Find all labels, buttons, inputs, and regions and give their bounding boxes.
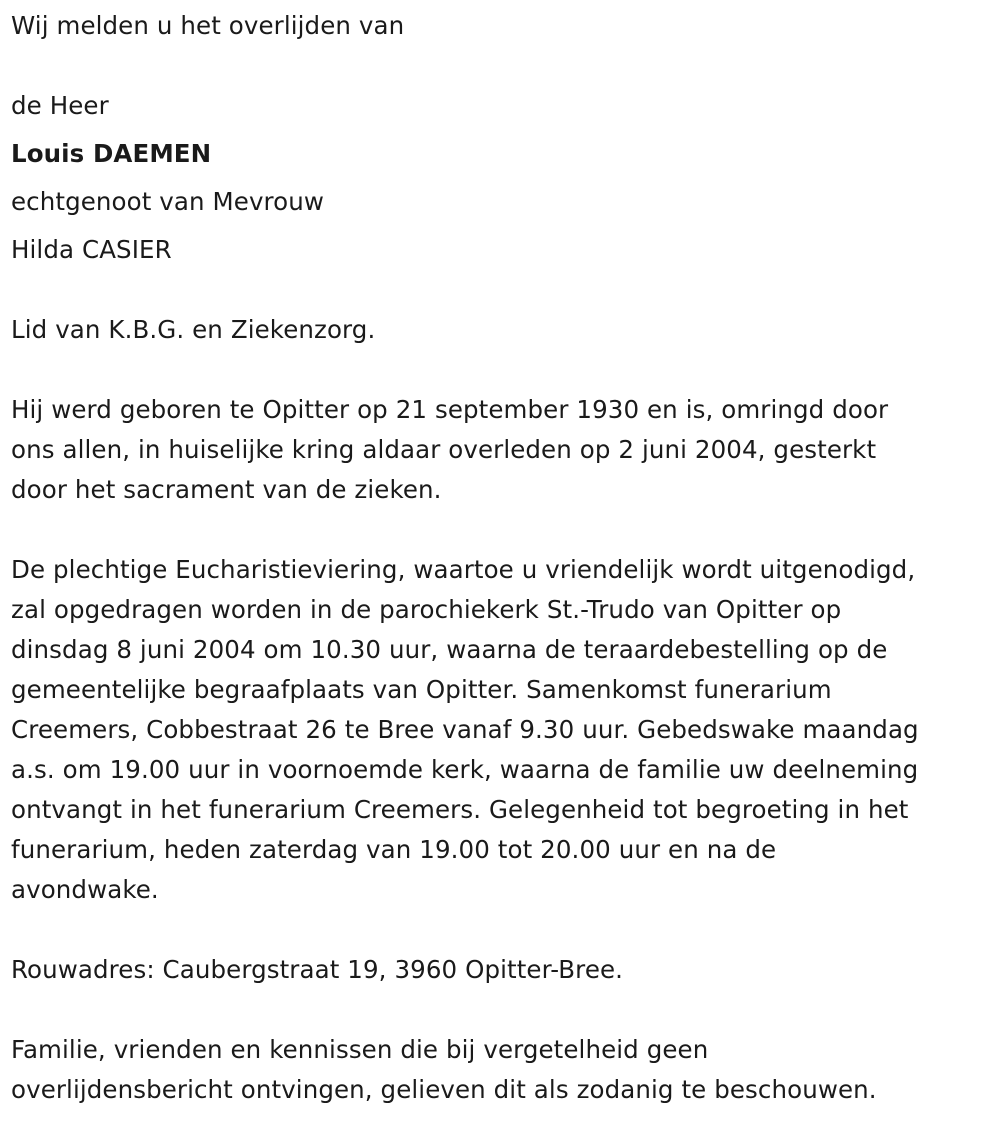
paragraph-line: ontvangt in het funerarium Creemers. Gelegenheid tot begroeting in het [11, 795, 909, 824]
address-paragraph [11, 950, 1000, 990]
mourning-address: Rouwadres: Caubergstraat 19, 3960 Opitter-Bree. [11, 955, 624, 984]
spouse-label: echtgenoot van Mevrouw [11, 187, 325, 216]
paragraph-line: zal opgedragen worden in de parochiekerk St.-Trudo van Opitter op [11, 595, 842, 624]
paragraph-line: Hij werd geboren te Opitter op 21 september 1930 en is, omringd door [11, 395, 889, 424]
family-paragraph [11, 1030, 1000, 1110]
paragraph-line: De plechtige Eucharistieviering, waartoe u vriendelijk wordt uitgenodigd, [11, 555, 916, 584]
paragraph-line: gemeentelijke begraafplaats van Opitter. Samenkomst funerarium [11, 675, 832, 704]
birth-paragraph [11, 390, 1000, 510]
membership-text: Lid van K.B.G. en Ziekenzorg. [11, 315, 376, 344]
intro-text: Wij melden u het overlijden van [11, 11, 405, 40]
paragraph-line: ons allen, in huiselijke kring aldaar overleden op 2 juni 2004, gesterkt [11, 435, 877, 464]
paragraph-line: a.s. om 19.00 uur in voornoemde kerk, waarna de familie uw deelneming [11, 755, 919, 784]
service-paragraph [11, 550, 1000, 910]
paragraph-line: avondwake. [11, 875, 159, 904]
paragraph-line: dinsdag 8 juni 2004 om 10.30 uur, waarna de teraardebestelling op de [11, 635, 888, 664]
honorific: de Heer [11, 91, 109, 120]
paragraph-line: door het sacrament van de zieken. [11, 475, 442, 504]
paragraph-line: Familie, vrienden en kennissen die bij vergetelheid geen [11, 1035, 709, 1064]
paragraph-line: funerarium, heden zaterdag van 19.00 tot 20.00 uur en na de [11, 835, 777, 864]
paragraph-line: Creemers, Cobbestraat 26 te Bree vanaf 9.30 uur. Gebedswake maandag [11, 715, 919, 744]
paragraph-line: overlijdensbericht ontvingen, gelieven dit als zodanig te beschouwen. [11, 1075, 877, 1104]
spouse-name: Hilda CASIER [11, 235, 172, 264]
deceased-name: Louis DAEMEN [11, 139, 212, 168]
